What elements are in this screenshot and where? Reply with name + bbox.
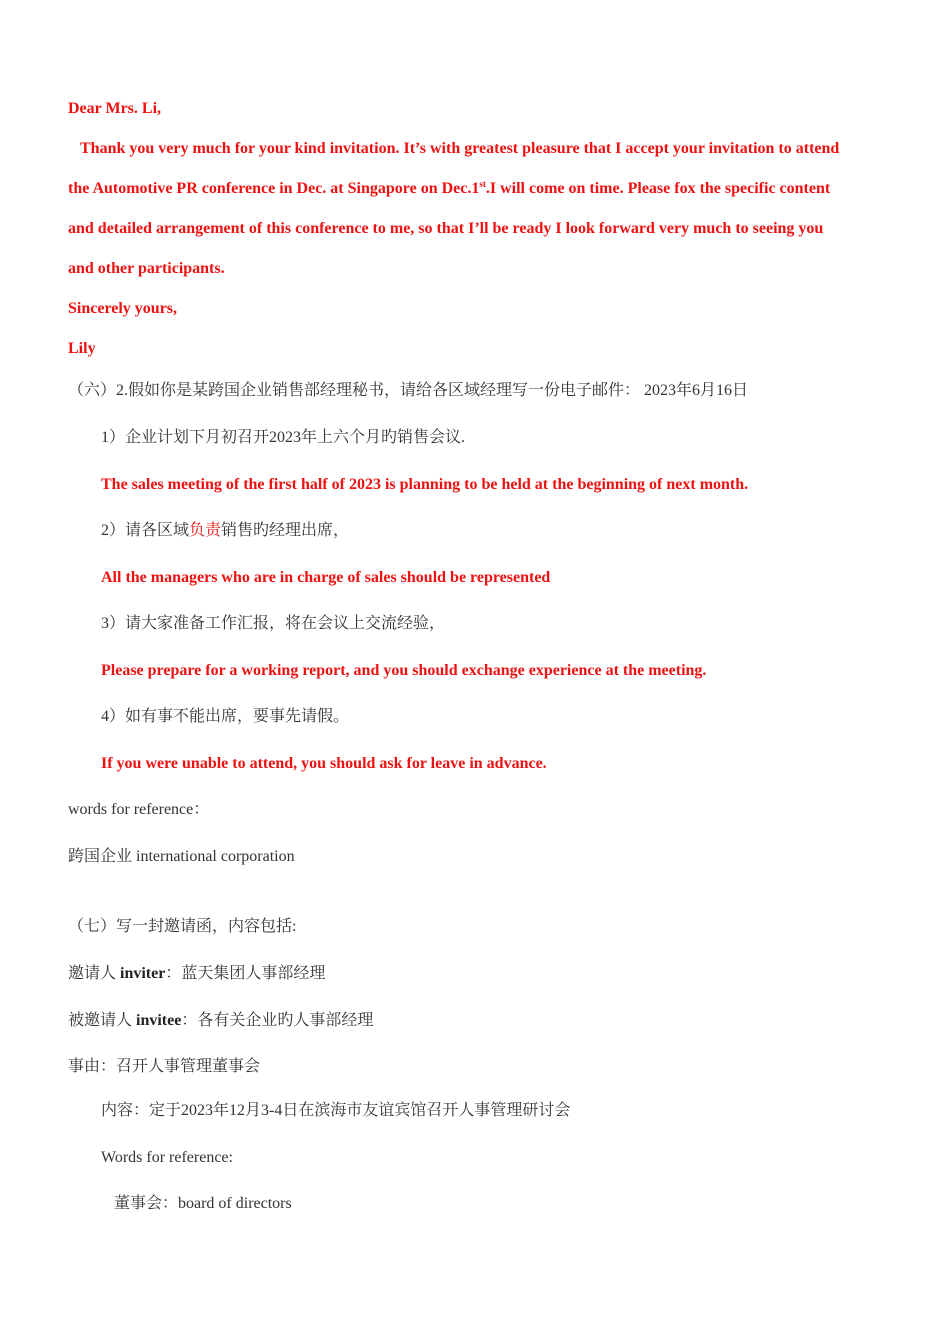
inviter-term: inviter <box>120 965 166 982</box>
section-6-reference-item: 跨国企业 international corporation <box>68 848 295 865</box>
section-6-prompt-1: 1）企业计划下月初召开2023年上六个月旳销售会议. <box>101 429 466 446</box>
letter-body-line-2 <box>68 179 830 199</box>
section-6-answer-4: If you were unable to attend, you should ask for leave in advance. <box>101 755 547 772</box>
letter-salutation: Dear Mrs. Li, <box>68 100 162 117</box>
letter-body-line-4: and other participants. <box>68 260 225 277</box>
prompt-2-end: 销售旳经理出席， <box>221 522 350 539</box>
letter-body-line-2-start: the Automotive PR conference in Dec. at Singapore on Dec.1 <box>68 180 480 197</box>
section-7-reason: 事由：召开人事管理董事会 <box>68 1058 261 1075</box>
section-6-prompt-4: 4）如有事不能出席，要事先请假。 <box>101 708 350 725</box>
section-7-inviter <box>68 964 325 984</box>
section-6-prompt-2 <box>101 521 349 541</box>
section-7-reference-item: 董事会：board of directors <box>114 1195 292 1212</box>
section-6-answer-1: The sales meeting of the first half of 2023 is planning to be held at the beginning of next month. <box>101 476 749 493</box>
section-7-heading: （七）写一封邀请函，内容包括: <box>68 918 297 935</box>
section-7-content: 内容：定于2023年12月3-4日在滨海市友谊宾馆召开人事管理研讨会 <box>101 1102 571 1119</box>
letter-signature: Lily <box>68 340 96 357</box>
invitee-term: invitee <box>136 1012 182 1029</box>
letter-body-line-3: and detailed arrangement of this conference to me, so that I’ll be ready I look forward very much to seeing you <box>68 220 824 237</box>
invitee-label: 被邀请人 <box>68 1012 137 1029</box>
invitee-value: ：各有关企业旳人事部经理 <box>181 1012 374 1029</box>
inviter-label: 邀请人 <box>68 965 121 982</box>
letter-body-line-2-end: .I will come on time. Please fox the specific content <box>485 180 831 197</box>
section-6-heading: （六）2.假如你是某跨国企业销售部经理秘书，请给各区域经理写一份电子邮件： 2023年6月16日 <box>68 382 749 399</box>
section-6-reference-label: words for reference： <box>68 801 210 818</box>
section-6-prompt-3: 3）请大家准备工作汇报，将在会议上交流经验， <box>101 615 446 632</box>
section-6-answer-2: All the managers who are in charge of sales should be represented <box>101 569 551 586</box>
ordinal-suffix: st <box>479 179 486 189</box>
letter-closing: Sincerely yours, <box>68 300 178 317</box>
prompt-2-start: 2）请各区域 <box>101 522 190 539</box>
section-7-invitee <box>68 1011 373 1031</box>
prompt-2-highlight: 负责 <box>189 522 222 539</box>
section-6-answer-3: Please prepare for a working report, and you should exchange experience at the meeting. <box>101 662 707 679</box>
section-7-reference-label: Words for reference: <box>101 1149 233 1166</box>
letter-body-line-1: Thank you very much for your kind invitation. It’s with greatest pleasure that I accept your invitation to attend <box>80 140 840 157</box>
inviter-value: ：蓝天集团人事部经理 <box>165 965 326 982</box>
